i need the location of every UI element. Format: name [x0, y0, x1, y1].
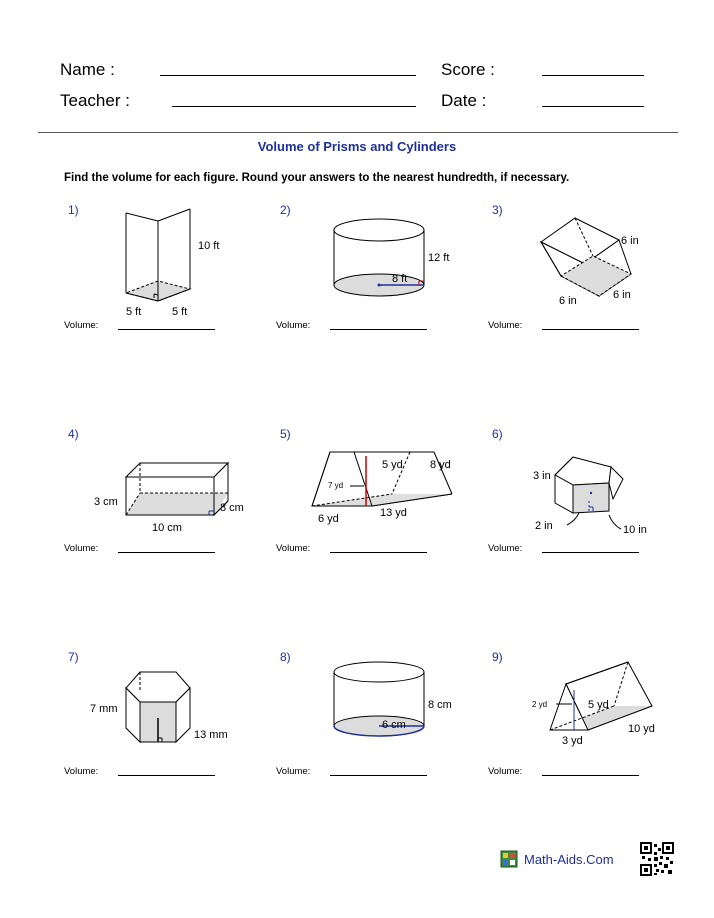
fig5-label-top: 5 yd — [382, 459, 403, 471]
fig5-label-base: 13 yd — [380, 507, 407, 519]
fig1-label-height: 10 ft — [198, 240, 220, 252]
fig6-label-length: 10 in — [623, 524, 647, 536]
fig2-label-radius: 8 ft — [392, 273, 408, 285]
figure-8-cylinder — [330, 658, 460, 753]
fig8-label-height: 8 cm — [428, 699, 452, 711]
answer-line-3[interactable] — [542, 329, 639, 330]
figure-6-pentagonal-prism — [525, 455, 665, 545]
figure-2-cylinder — [330, 210, 460, 305]
fig6-label-apothem: 2 in — [535, 520, 553, 532]
date-blank[interactable] — [542, 106, 644, 107]
fig5-label-height: 7 yd — [328, 481, 344, 490]
volume-label-3: Volume: — [488, 320, 523, 331]
worksheet-title: Volume of Prisms and Cylinders — [257, 139, 457, 154]
fig7-label-side: 7 mm — [90, 703, 118, 715]
problem-number-3: 3) — [492, 203, 503, 217]
header-divider — [38, 132, 678, 133]
name-blank[interactable] — [160, 75, 416, 76]
fig3-label-a: 6 in — [621, 235, 639, 247]
problem-number-5: 5) — [280, 427, 291, 441]
figure-5-trapezoidal-prism — [300, 448, 470, 528]
fig4-label-depth: 8 cm — [220, 502, 244, 514]
figure-7-hexagonal-prism — [90, 668, 250, 750]
answer-line-8[interactable] — [330, 775, 427, 776]
fig5-label-bottom: 6 yd — [318, 513, 339, 525]
fig5-label-length: 8 yd — [430, 459, 451, 471]
instructions: Find the volume for each figure. Round your answers to the nearest hundredth, if necessary. — [64, 172, 570, 184]
volume-label-9: Volume: — [488, 766, 523, 777]
score-label: Score : — [441, 60, 495, 79]
answer-line-4[interactable] — [118, 552, 215, 553]
answer-line-7[interactable] — [118, 775, 215, 776]
fig3-label-c: 6 in — [613, 289, 631, 301]
calculator-icon — [500, 850, 518, 868]
fig2-label-height: 12 ft — [428, 252, 450, 264]
figure-4-rectangular-prism — [90, 455, 260, 540]
answer-line-1[interactable] — [118, 329, 215, 330]
fig1-label-side-b: 5 ft — [172, 306, 188, 315]
date-label: Date : — [441, 91, 487, 110]
problem-number-8: 8) — [280, 650, 291, 664]
teacher-blank[interactable] — [172, 106, 416, 107]
fig4-label-length: 10 cm — [152, 522, 182, 534]
name-label: Name : — [60, 60, 115, 79]
fig9-label-base: 3 yd — [562, 735, 583, 747]
problem-number-2: 2) — [280, 203, 291, 217]
fig1-label-side-a: 5 ft — [126, 306, 142, 315]
volume-label-5: Volume: — [276, 543, 311, 554]
fig8-label-diameter: 6 cm — [382, 719, 406, 731]
figure-1-triangular-prism — [110, 205, 240, 315]
fig7-label-length: 13 mm — [194, 729, 228, 741]
problem-number-9: 9) — [492, 650, 503, 664]
problem-number-4: 4) — [68, 427, 79, 441]
volume-label-1: Volume: — [64, 320, 99, 331]
math-aids-brand[interactable]: Math-Aids.Com — [524, 852, 614, 867]
answer-line-6[interactable] — [542, 552, 639, 553]
volume-label-2: Volume: — [276, 320, 311, 331]
figure-3-cube — [535, 212, 660, 307]
problem-number-1: 1) — [68, 203, 79, 217]
volume-label-8: Volume: — [276, 766, 311, 777]
fig4-label-height: 3 cm — [94, 496, 118, 508]
problem-number-7: 7) — [68, 650, 79, 664]
fig9-label-length: 10 yd — [628, 723, 655, 735]
volume-label-4: Volume: — [64, 543, 99, 554]
volume-label-6: Volume: — [488, 543, 523, 554]
figure-9-triangular-prism — [528, 660, 668, 750]
fig9-label-slant: 5 yd — [588, 699, 609, 711]
teacher-label: Teacher : — [60, 91, 130, 110]
answer-line-5[interactable] — [330, 552, 427, 553]
fig3-label-b: 6 in — [559, 295, 577, 307]
answer-line-9[interactable] — [542, 775, 639, 776]
qr-code-icon — [640, 842, 674, 876]
problem-number-6: 6) — [492, 427, 503, 441]
fig9-label-height: 2 yd — [532, 700, 548, 709]
fig6-label-height: 3 in — [533, 470, 551, 482]
volume-label-7: Volume: — [64, 766, 99, 777]
answer-line-2[interactable] — [330, 329, 427, 330]
score-blank[interactable] — [542, 75, 644, 76]
